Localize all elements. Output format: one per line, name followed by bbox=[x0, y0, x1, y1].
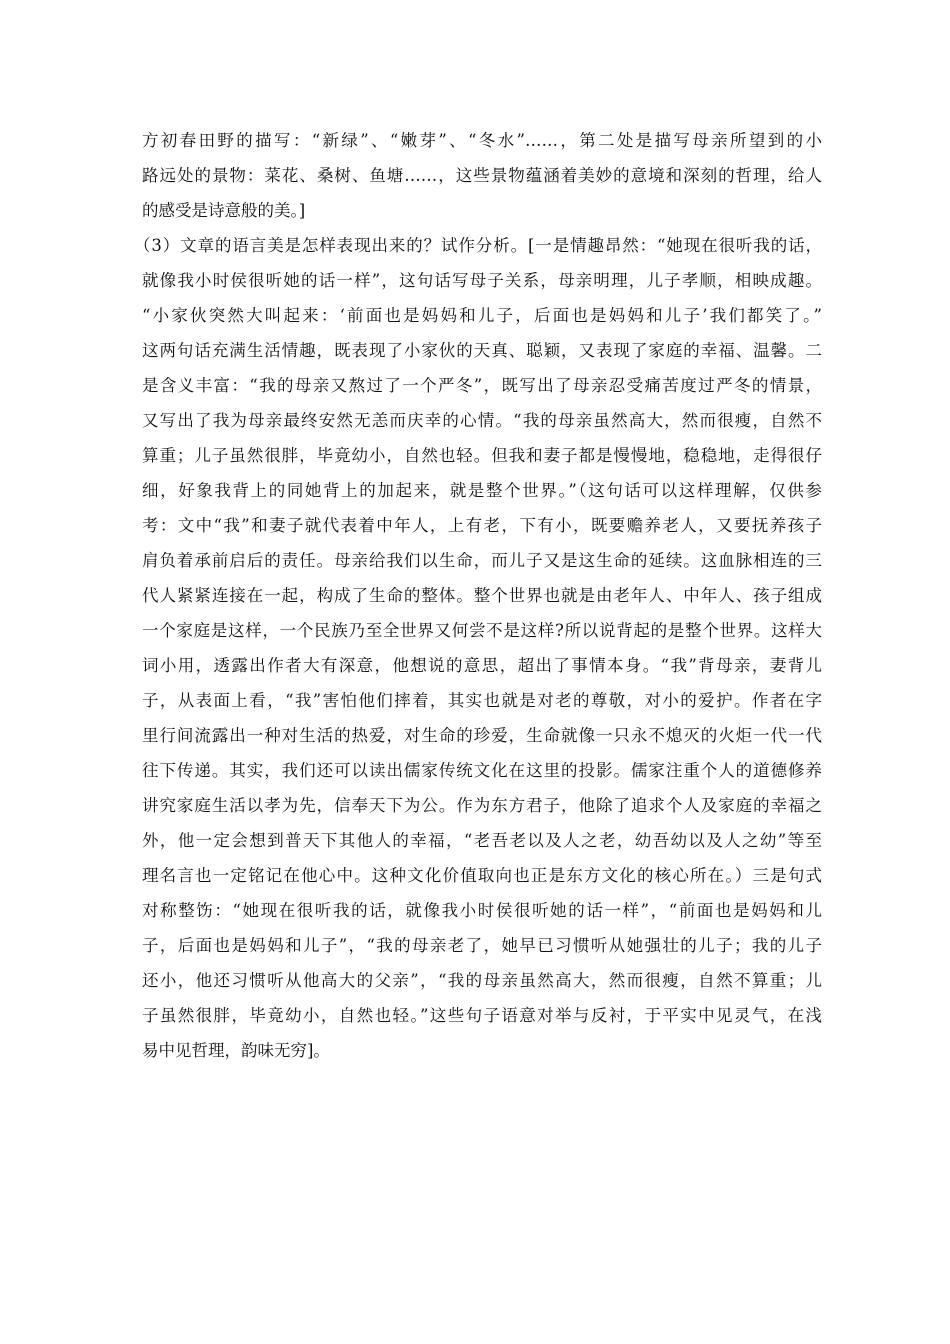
text-line: 讲究家庭生活以孝为先，信奉天下为公。作为东方君子，他除了追求个人及家庭的幸福之 bbox=[142, 796, 822, 815]
text-line: 理名言也一定铭记在他心中。这种文化价值取向也正是东方文化的核心所在。）三是句式 bbox=[142, 866, 822, 885]
text-line: 对称整饬：“她现在很听我的话，就像我小时侯很听她的话一样”，“前面也是妈妈和儿 bbox=[142, 901, 822, 920]
text-line: “小家伙突然大叫起来：‘前面也是妈妈和儿子，后面也是妈妈和儿子’我们都笑了。” bbox=[142, 306, 822, 325]
text-line: 这两句话充满生活情趣，既表现了小家伙的天真、聪颖，又表现了家庭的幸福、温馨。二 bbox=[142, 341, 822, 360]
text-line: 往下传递。其实，我们还可以读出儒家传统文化在这里的投影。儒家注重个人的道德修养 bbox=[142, 761, 822, 780]
text-line: 外，他一定会想到普天下其他人的幸福，“老吾老以及人之老，幼吾幼以及人之幼”等至 bbox=[142, 831, 822, 850]
text-line: 子，从表面上看，“我”害怕他们摔着，其实也就是对老的尊敬，对小的爱护。作者在字 bbox=[142, 691, 822, 710]
text-line: 方初春田野的描写：“新绿”、“嫩芽”、“冬水”……，第二处是描写母亲所望到的小 bbox=[142, 131, 822, 150]
text-line: 路远处的景物：菜花、桑树、鱼塘……，这些景物蕴涵着美妙的意境和深刻的哲理，给人 bbox=[142, 166, 822, 185]
text-line: 代人紧紧连接在一起，构成了生命的整体。整个世界也就是由老年人、中年人、孩子组成 bbox=[142, 586, 822, 605]
text-line: 子虽然很胖，毕竟幼小，自然也轻。”这些句子语意对举与反衬，于平实中见灵气，在浅 bbox=[142, 1006, 822, 1025]
text-line: 还小，他还习惯听从他高大的父亲”，“我的母亲虽然高大，然而很瘦，自然不算重；儿 bbox=[142, 971, 822, 990]
text-line: 一个家庭是这样，一个民族乃至全世界又何尝不是这样?所以说背起的是整个世界。这样大 bbox=[142, 621, 822, 640]
question-heading-line: （3）文章的语言美是怎样表现出来的？试作分析。[一是情趣昂然：“她现在很听我的话， bbox=[134, 236, 822, 255]
text-line: 算重；儿子虽然很胖，毕竟幼小，自然也轻。但我和妻子都是慢慢地，稳稳地，走得很仔 bbox=[142, 446, 822, 465]
text-line: 里行间流露出一种对生活的热爱，对生命的珍爱，生命就像一只永不熄灭的火炬一代一代 bbox=[142, 726, 822, 745]
text-line: 肩负着承前启后的责任。母亲给我们以生命，而儿子又是这生命的延续。这血脉相连的三 bbox=[142, 551, 822, 570]
text-line: 子，后面也是妈妈和儿子”，“我的母亲老了，她早已习惯听从她强壮的儿子；我的儿子 bbox=[142, 936, 822, 955]
text-line: 考：文中“我”和妻子就代表着中年人，上有老，下有小，既要赡养老人，又要抚养孩子 bbox=[142, 516, 822, 535]
text-line: 是含义丰富：“我的母亲又熬过了一个严冬”，既写出了母亲忍受痛苦度过严冬的情景， bbox=[142, 376, 822, 395]
text-line: 易中见哲理，韵味无穷]。 bbox=[142, 1041, 330, 1060]
article-text bbox=[134, 123, 822, 1068]
text-line: 细，好象我背上的同她背上的加起来，就是整个世界。”（这句话可以这样理解，仅供参 bbox=[142, 481, 822, 500]
text-line: 的感受是诗意般的美。] bbox=[142, 201, 306, 220]
text-line: 就像我小时侯很听她的话一样”，这句话写母子关系，母亲明理，儿子孝顺，相映成趣。 bbox=[142, 271, 822, 290]
text-line: 词小用，透露出作者大有深意，他想说的意思，超出了事情本身。“我”背母亲，妻背儿 bbox=[142, 656, 822, 675]
text-line: 又写出了我为母亲最终安然无恙而庆幸的心情。“我的母亲虽然高大，然而很瘦，自然不 bbox=[142, 411, 822, 430]
